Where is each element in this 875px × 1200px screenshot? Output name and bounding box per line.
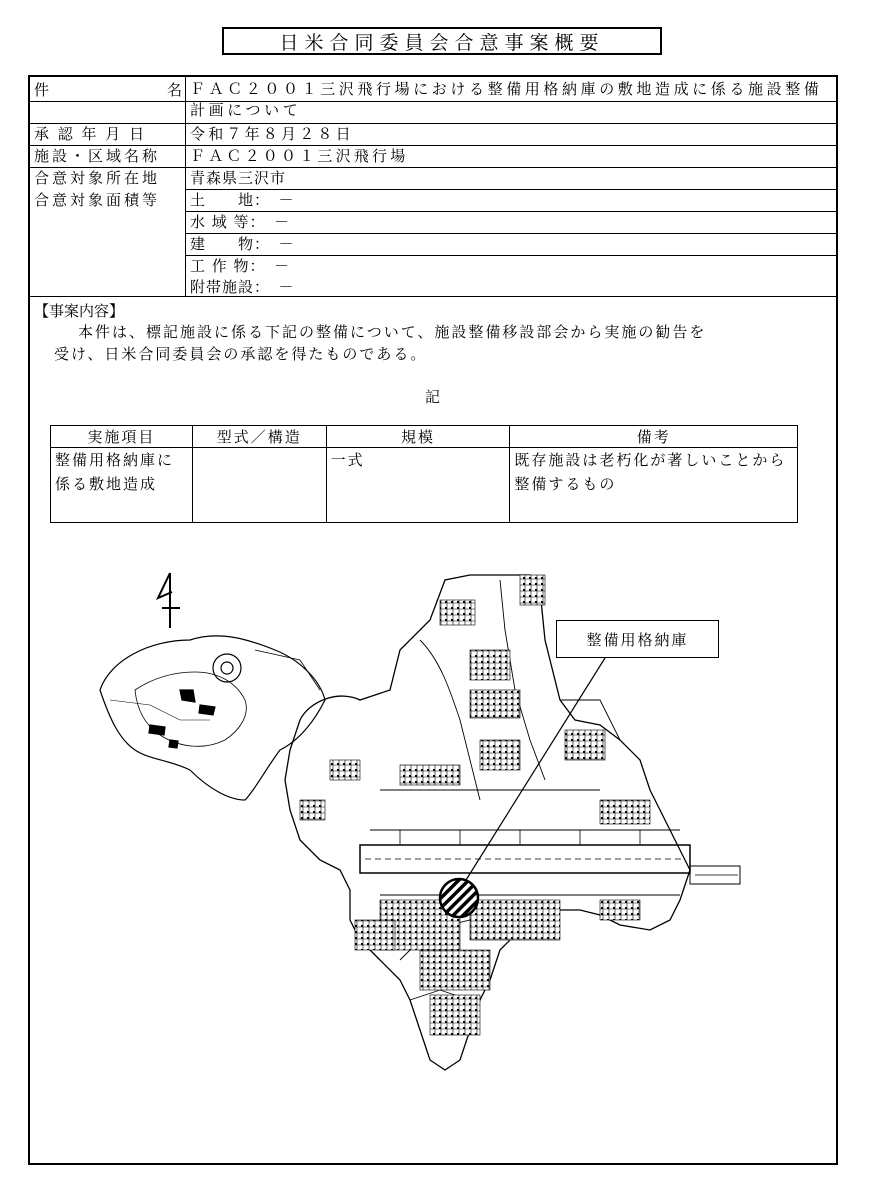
approval-label: 承 認 年 月 日 bbox=[34, 125, 147, 143]
area-item-land: 土 地： － bbox=[190, 191, 295, 209]
area-item-water: 水 域 等： － bbox=[190, 213, 291, 231]
content-heading: 【事案内容】 bbox=[34, 302, 125, 320]
paragraph-line-2: 受け、日米合同委員会の承認を得たものである。 bbox=[54, 345, 428, 363]
cell-scale: 一式 bbox=[326, 448, 510, 523]
area-item-structure: 工 作 物： － bbox=[190, 257, 291, 275]
document-title: 日米合同委員会合意事案概要 bbox=[222, 27, 662, 55]
north-arrow-icon bbox=[158, 573, 180, 628]
location-value: 青森県三沢市 bbox=[190, 169, 287, 187]
area-item-building: 建 物： － bbox=[190, 235, 295, 253]
paragraph-line-1: 本件は、標記施設に係る下記の整備について、施設整備移設部会から実施の勧告を bbox=[78, 323, 707, 341]
hangar-callout: 整備用格納庫 bbox=[556, 620, 719, 658]
subject-label: 件 名 bbox=[34, 81, 182, 99]
ki-mark: 記 bbox=[425, 388, 441, 406]
header-item: 実施項目 bbox=[51, 426, 193, 448]
cell-remarks: 既存施設は老朽化が著しいことから整備するもの bbox=[510, 448, 798, 523]
area-label: 合意対象面積等 bbox=[34, 191, 161, 209]
west-parcel bbox=[100, 636, 325, 800]
header-scale: 規模 bbox=[326, 426, 510, 448]
location-label: 合意対象所在地 bbox=[34, 169, 161, 187]
approval-value: 令和７年８月２８日 bbox=[190, 125, 354, 143]
subject-value: ＦＡＣ２００１三沢飛行場における整備用格納庫の敷地造成に係る施設整備計画について bbox=[190, 80, 823, 119]
facility-label: 施設・区域名称 bbox=[34, 147, 161, 165]
target-site-marker bbox=[440, 879, 478, 917]
header-remarks: 備考 bbox=[510, 426, 798, 448]
cell-item: 整備用格納庫に係る敷地造成 bbox=[51, 448, 193, 523]
facility-value: ＦＡＣ２００１三沢飛行場 bbox=[190, 147, 409, 165]
header-type: 型式／構造 bbox=[192, 426, 326, 448]
area-item-ancillary: 附帯施設： － bbox=[190, 278, 295, 296]
